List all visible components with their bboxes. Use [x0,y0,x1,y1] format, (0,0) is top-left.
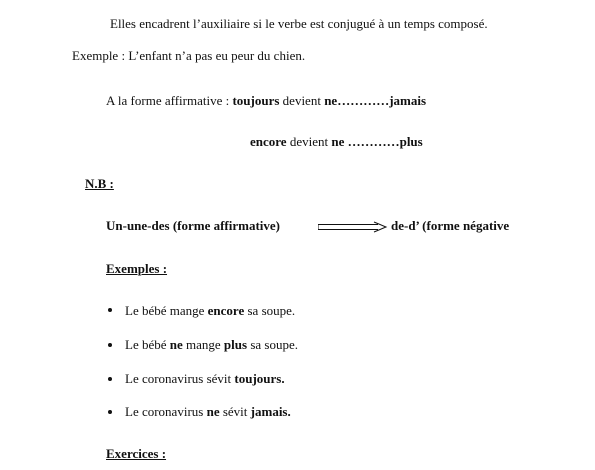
affirmative-rule-1 [106,93,426,109]
example-item-bold: jamais. [250,404,291,419]
example-item [125,404,291,420]
examples-heading [106,261,167,277]
example-item [125,337,298,353]
ne-1: ne [324,93,338,108]
bullet-icon [108,377,112,381]
exercises-title: Exercices : [106,446,167,461]
dots-1: ………… [337,93,390,108]
devient-2: devient [286,134,332,149]
article-rule-right [391,218,509,234]
example-item-text: Le coronavirus [125,404,207,419]
nb-title: N.B : [85,176,114,191]
example-item-bold: toujours. [234,371,285,386]
exercises-heading [106,446,166,462]
example-item [125,371,285,387]
example-item-text: Le coronavirus sévit [125,371,235,386]
example-item-bold: plus [223,337,248,352]
bullet-icon [108,410,112,414]
example-item-text: sa soupe. [247,337,298,352]
devient-1: devient [279,93,325,108]
example-item [125,303,295,319]
affirmative-prefix: A la forme affirmative : [106,93,233,108]
dots-2: ………… [344,134,400,149]
intro-sentence: Elles encadrent l’auxiliaire si le verbe est conjugué à un temps composé. [110,16,488,31]
example-item-bold: ne [169,337,183,352]
ne-2: ne [331,134,345,149]
word-jamais: jamais [389,93,427,108]
example-item-bold: ne [206,404,220,419]
bullet-icon [108,308,112,312]
example-item-text: sa soupe. [244,303,296,318]
word-toujours: toujours [232,93,280,108]
rule-right-text: de-d’ (forme négative [391,218,510,233]
rule-left-text: Un-une-des (forme affirmative) [106,218,281,233]
article-rule-left [106,218,280,234]
example-label: Exemple : [72,48,129,63]
double-arrow-icon [318,221,388,233]
word-plus: plus [399,134,423,149]
example-item-text: Le bébé [125,337,170,352]
example-item-text: mange [182,337,224,352]
example-text: L’enfant n’a pas eu peur du chien. [128,48,306,63]
examples-title: Exemples : [106,261,168,276]
example-item-bold: encore [207,303,245,318]
word-encore: encore [250,134,287,149]
affirmative-rule-2 [250,134,423,150]
example-line [72,48,305,64]
nb-heading [85,176,114,192]
example-item-text: Le bébé mange [125,303,208,318]
bullet-icon [108,343,112,347]
example-item-text: sévit [219,404,251,419]
